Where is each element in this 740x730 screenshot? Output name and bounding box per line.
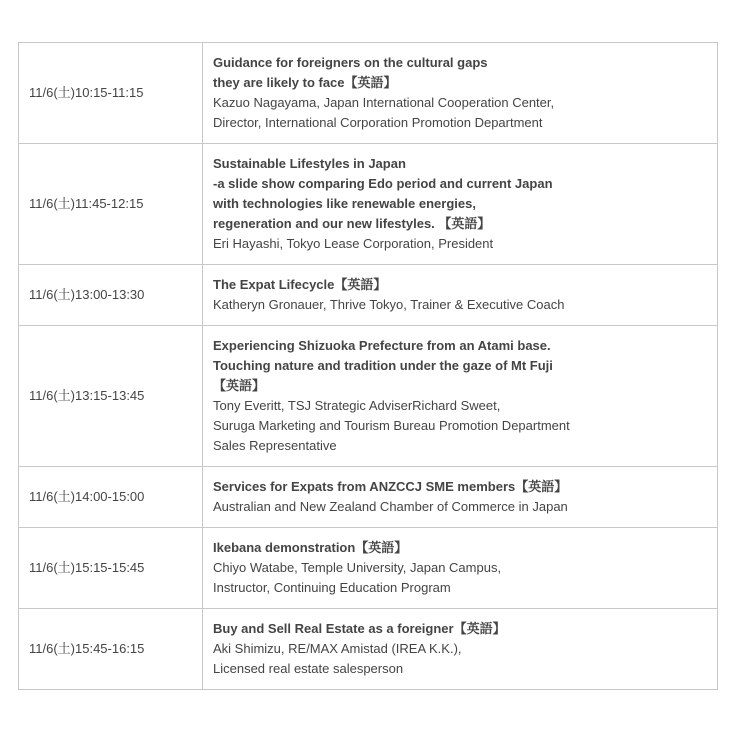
session-time: 11/6(土)11:45-12:15 [19,144,203,265]
session-details [203,528,718,609]
session-speaker-line: Eri Hayashi, Tokyo Lease Corporation, President [213,236,494,251]
session-speaker-line: Licensed real estate salesperson [213,661,404,676]
session-details [203,265,718,326]
session-time: 11/6(土)13:00-13:30 [19,265,203,326]
session-title-line: they are likely to face【英語】 [213,75,397,90]
session-speaker-line: Katheryn Gronauer, Thrive Tokyo, Trainer & Executive Coach [213,297,565,312]
session-speaker-line: Suruga Marketing and Tourism Bureau Promotion Department [213,418,570,433]
session-details [203,467,718,528]
session-speaker-line: Instructor, Continuing Education Program [213,580,451,595]
session-speaker-line: Aki Shimizu, RE/MAX Amistad (IREA K.K.), [213,641,462,656]
session-details [203,43,718,144]
session-title-line: The Expat Lifecycle【英語】 [213,277,387,292]
session-details [203,326,718,467]
session-speaker-line: Director, International Corporation Promotion Department [213,115,543,130]
session-time: 11/6(土)14:00-15:00 [19,467,203,528]
session-title-line: Ikebana demonstration【英語】 [213,540,408,555]
session-title-line: -a slide show comparing Edo period and current Japan [213,176,553,191]
session-speaker-line: Sales Representative [213,438,337,453]
session-title-line: regeneration and our new lifestyles. 【英語】 [213,216,491,231]
session-details [203,144,718,265]
table-row [19,609,718,690]
session-details [203,609,718,690]
session-title-line: Experiencing Shizuoka Prefecture from an Atami base. [213,338,551,353]
session-time: 11/6(土)15:15-15:45 [19,528,203,609]
session-time: 11/6(土)15:45-16:15 [19,609,203,690]
session-speaker-line: Kazuo Nagayama, Japan International Cooperation Center, [213,95,555,110]
schedule-body [19,43,718,690]
session-time: 11/6(土)13:15-13:45 [19,326,203,467]
session-speaker-line: Australian and New Zealand Chamber of Commerce in Japan [213,499,568,514]
session-title-line: Touching nature and tradition under the gaze of Mt Fuji [213,358,553,373]
table-row [19,43,718,144]
session-title-line: with technologies like renewable energies, [213,196,476,211]
session-title-line: Buy and Sell Real Estate as a foreigner【英語】 [213,621,506,636]
session-title-line: Services for Expats from ANZCCJ SME members【英語】 [213,479,568,494]
session-time: 11/6(土)10:15-11:15 [19,43,203,144]
table-row [19,467,718,528]
table-row [19,144,718,265]
session-title-line: Sustainable Lifestyles in Japan [213,156,406,171]
table-row [19,326,718,467]
session-speaker-line: Tony Everitt, TSJ Strategic AdviserRichard Sweet, [213,398,501,413]
session-speaker-line: Chiyo Watabe, Temple University, Japan Campus, [213,560,502,575]
table-row [19,528,718,609]
table-row [19,265,718,326]
schedule-table [18,42,718,690]
session-title-line: 【英語】 [213,378,266,393]
session-title-line: Guidance for foreigners on the cultural gaps [213,55,488,70]
